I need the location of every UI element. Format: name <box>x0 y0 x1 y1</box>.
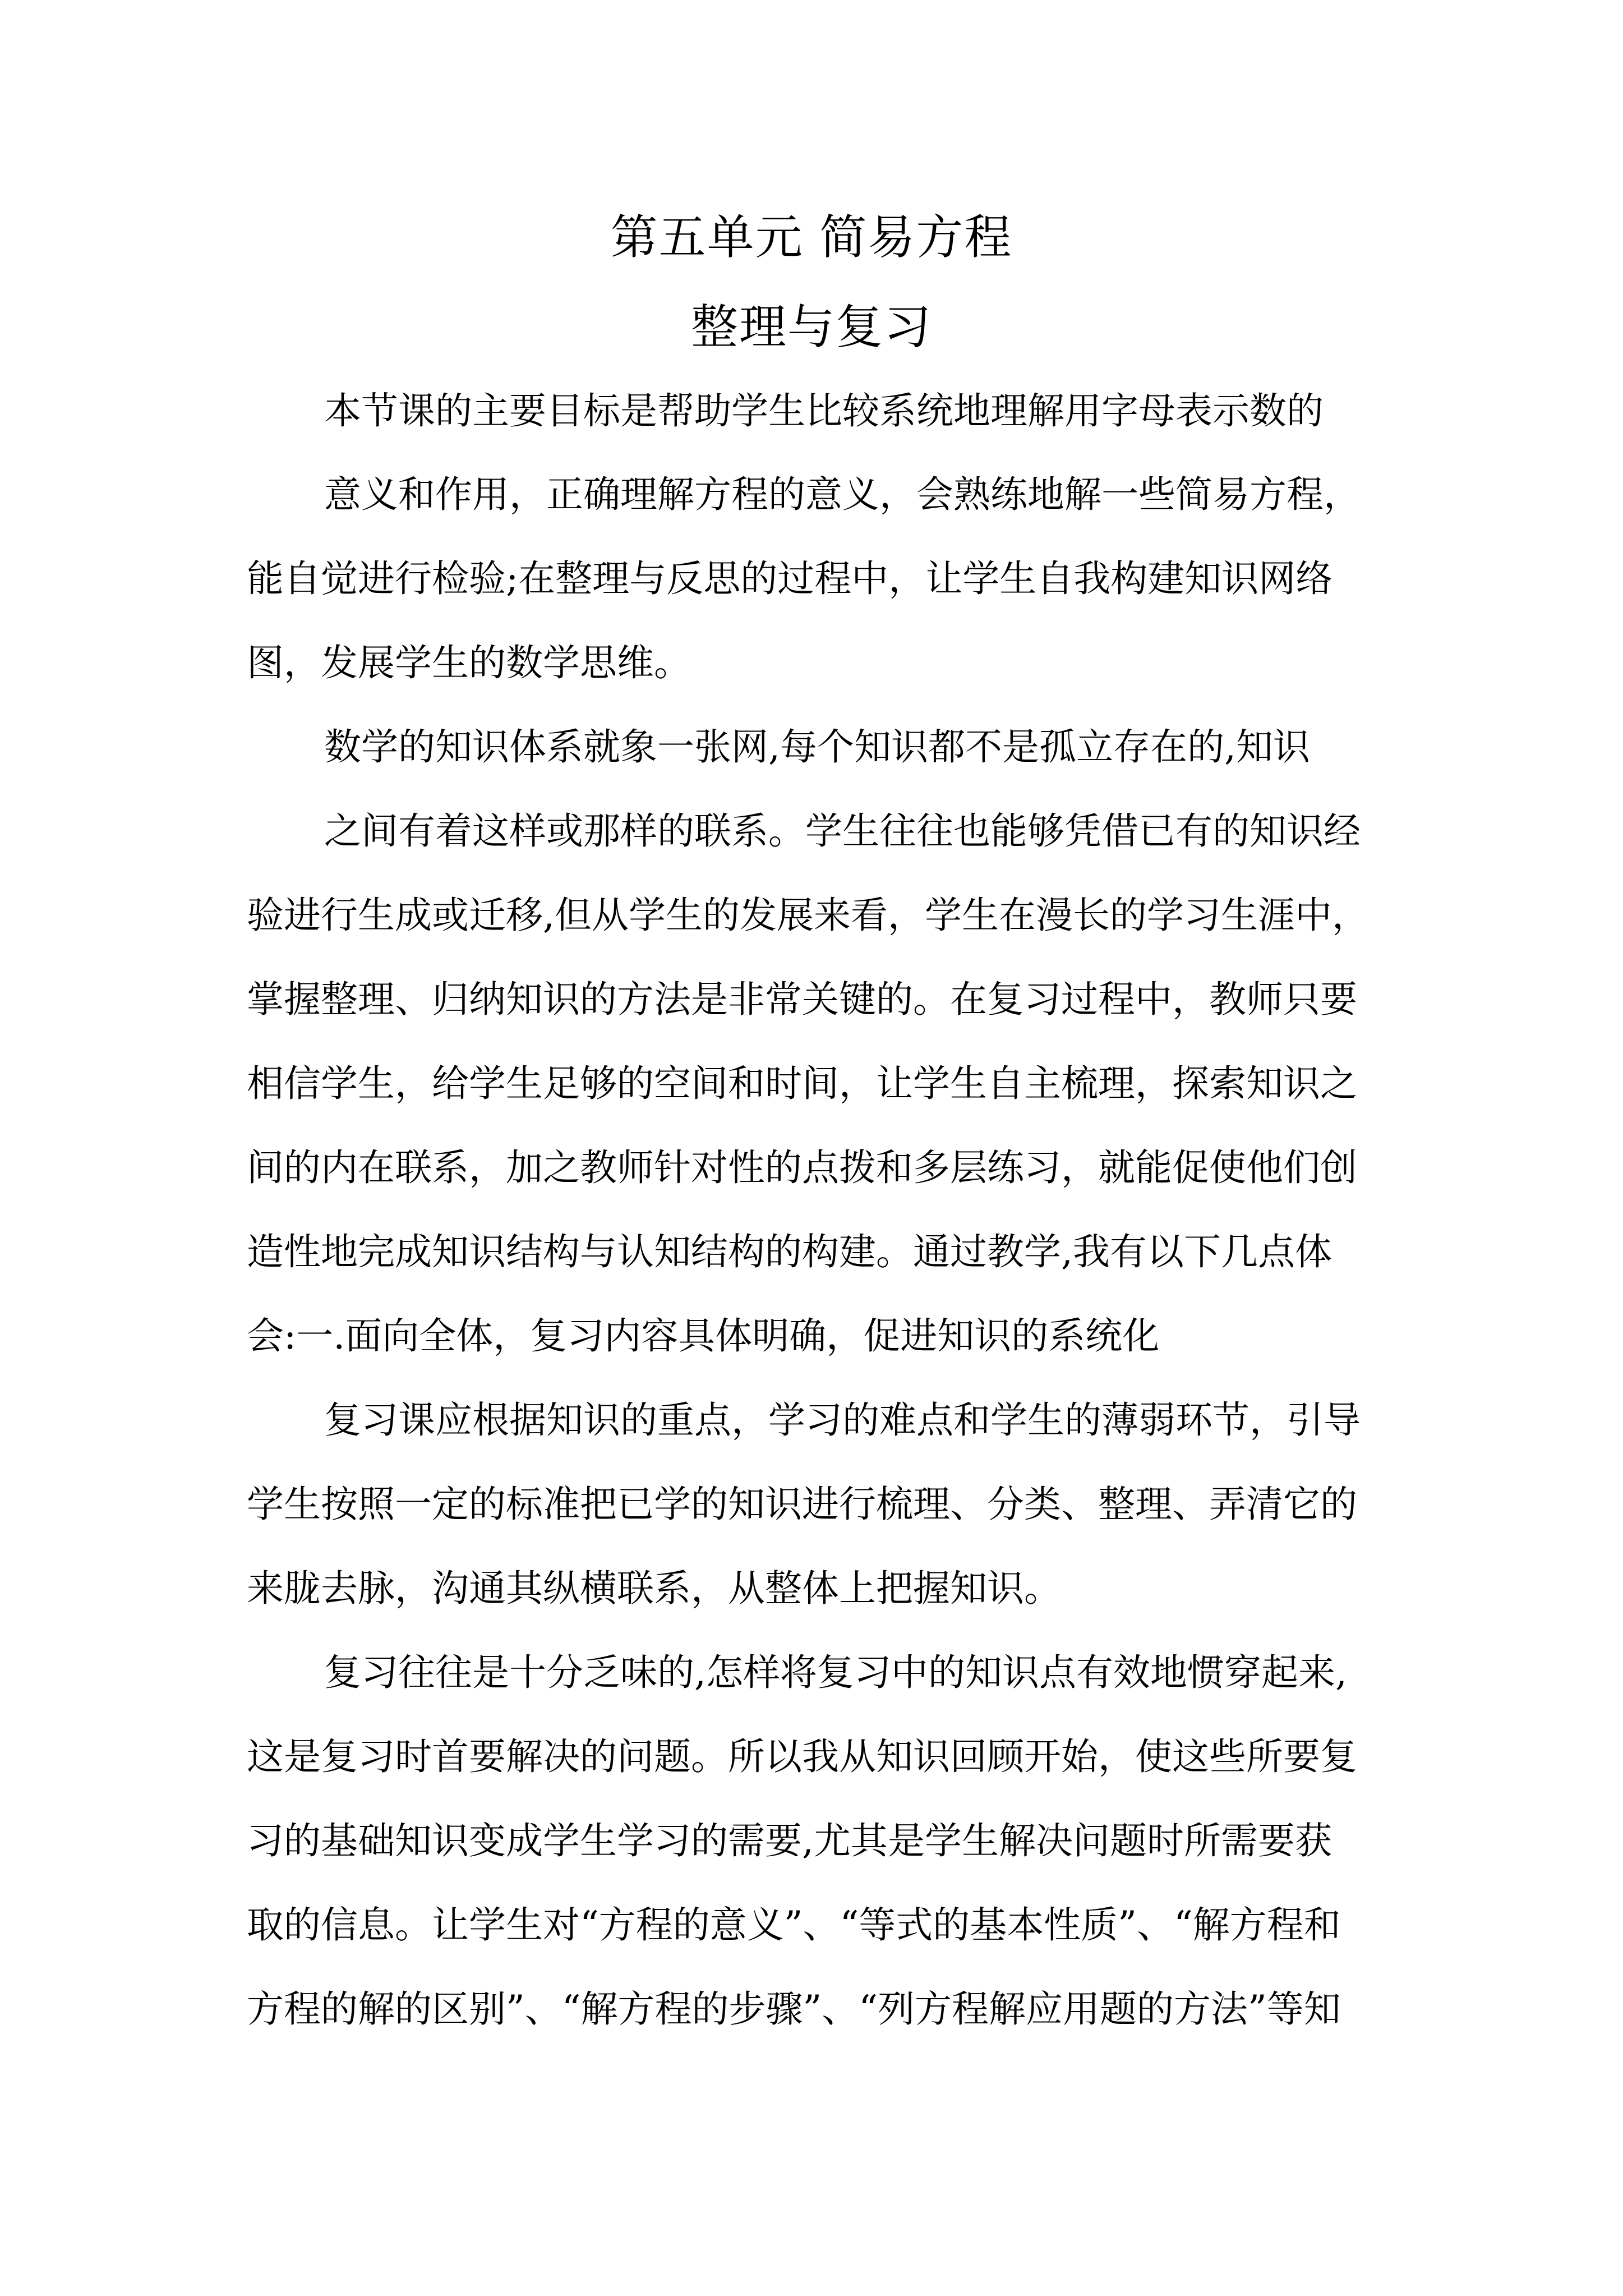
text-line: 意义和作用，正确理解方程的意义，会熟练地解一些简易方程， <box>324 473 1361 516</box>
document-subtitle: 整理与复习 <box>690 300 932 355</box>
text-line: 能自觉进行检验;在整理与反思的过程中，让学生自我构建知识网络 <box>247 557 1333 600</box>
text-line: 本节课的主要目标是帮助学生比较系统地理解用字母表示数的 <box>324 389 1324 432</box>
text-line: 间的内在联系，加之教师针对性的点拨和多层练习，就能促使他们创 <box>247 1146 1357 1189</box>
text-line: 相信学生，给学生足够的空间和时间，让学生自主梳理，探索知识之 <box>247 1062 1357 1105</box>
text-line: 数学的知识体系就象一张网,每个知识都不是孤立存在的,知识 <box>324 725 1310 769</box>
text-line: 这是复习时首要解决的问题。所以我从知识回顾开始，使这些所要复 <box>247 1735 1357 1778</box>
text-line: 图，发展学生的数学思维。 <box>247 641 691 684</box>
text-line: 复习课应根据知识的重点，学习的难点和学生的薄弱环节，引导 <box>324 1398 1361 1442</box>
text-line: 复习往往是十分乏味的,怎样将复习中的知识点有效地惯穿起来, <box>324 1651 1347 1694</box>
text-line: 之间有着这样或那样的联系。学生往往也能够凭借已有的知识经 <box>324 809 1361 853</box>
text-line: 验进行生成或迁移,但从学生的发展来看，学生在漫长的学习生涯中， <box>247 894 1369 937</box>
text-line: 掌握整理、归纳知识的方法是非常关键的。在复习过程中，教师只要 <box>247 978 1357 1021</box>
text-line: 学生按照一定的标准把已学的知识进行梳理、分类、整理、弄清它的 <box>247 1483 1357 1526</box>
text-line: 造性地完成知识结构与认知结构的构建。通过教学,我有以下几点体 <box>247 1230 1332 1273</box>
text-line: 来胧去脉，沟通其纵横联系，从整体上把握知识。 <box>247 1567 1061 1610</box>
text-line: 取的信息。让学生对“方程的意义”、“等式的基本性质”、“解方程和 <box>247 1903 1341 1947</box>
text-line: 习的基础知识变成学生学习的需要,尤其是学生解决问题时所需要获 <box>247 1819 1332 1862</box>
text-line: 方程的解的区别”、“解方程的步骤”、“列方程解应用题的方法”等知 <box>247 1987 1341 2031</box>
document-title: 第五单元 简易方程 <box>610 210 1013 265</box>
text-line: 会:一.面向全体，复习内容具体明确，促进知识的系统化 <box>247 1314 1160 1358</box>
